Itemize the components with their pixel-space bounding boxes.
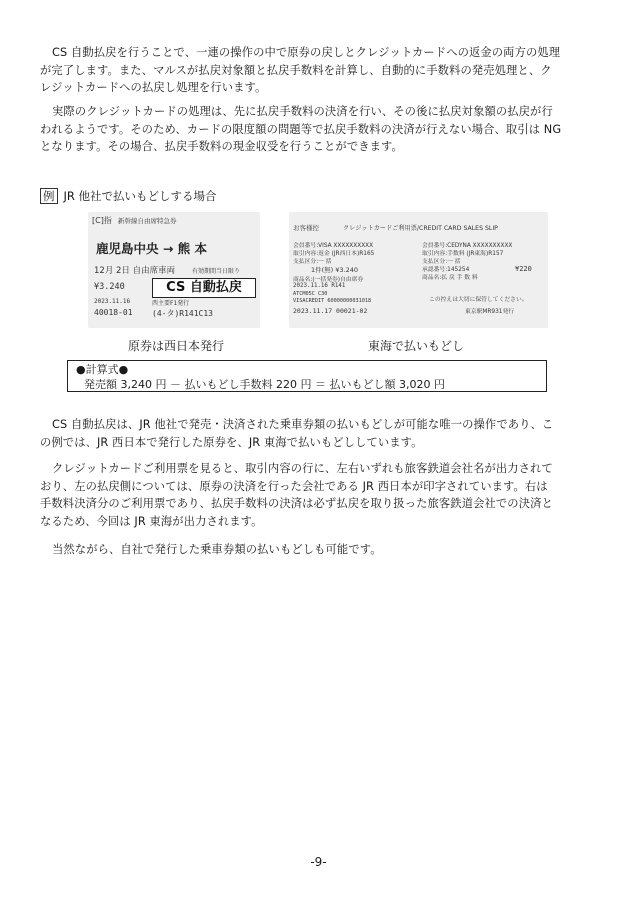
ticket-text: [C]指 xyxy=(92,216,112,225)
caption-right: 東海で払いもどし xyxy=(368,339,465,353)
example-heading xyxy=(40,188,217,204)
paragraph-line: レジットカードへの払戻し処理を行います。 xyxy=(40,81,267,94)
paragraph-line: 当然ながら、自社で発行した乗車券類の払いもどしも可能です。 xyxy=(52,543,382,556)
slip-text: この控えは大切に保管してください。 xyxy=(429,297,528,303)
slip-text: 会員番号:VISA XXXXXXXXXX xyxy=(293,243,374,249)
slip-text: 支払区分:一 括 xyxy=(422,259,461,265)
slip-text: 取引内容:返金 (JR西日本)R165 xyxy=(293,251,375,257)
paragraph-line: クレジットカードご利用票を見ると、取引内容の行に、左右いずれも旅客鉄道会社名が出力されて xyxy=(52,462,553,475)
slip-text: ¥220 xyxy=(515,265,532,273)
slip-text: お客様控 xyxy=(293,224,319,232)
slip-text: 2023.11.16 R141 xyxy=(293,283,346,289)
slip-text: 取引内容:手数料 (JR東海)R157 xyxy=(422,251,504,257)
ticket-text: 新幹線自由席特急券 xyxy=(118,217,177,225)
slip-text: 会員番号:CEDYNA XXXXXXXXXX xyxy=(422,243,513,249)
ticket-text: 有効期間当日限り xyxy=(192,268,241,275)
ticket-text: (4-タ)R141C13 xyxy=(152,309,213,318)
paragraph-4 xyxy=(40,460,598,530)
paragraph-line: 手数料決済分のご利用票であり、払戻手数料の決済は必ず払戻を取り扱った旅客鉄道会社での決済と xyxy=(40,497,553,510)
paragraph-line: CS 自動払戻は、JR 他社で発売・決済された乗車券類の払いもどしが可能な唯一の操作であり、こ xyxy=(52,418,554,431)
example-label-box: 例 xyxy=(40,188,58,204)
paragraph-1 xyxy=(40,44,598,97)
original-ticket-image xyxy=(88,212,260,328)
slip-text: ATCM05C C30 xyxy=(293,291,328,297)
page-number: -9- xyxy=(310,855,327,869)
slip-text: 商品名:(一括発券)自由席券 xyxy=(293,277,364,283)
ticket-text: 40018-01 xyxy=(94,308,133,317)
calculation-box xyxy=(67,360,547,392)
paragraph-line: なるため、今回は JR 東海が出力されます。 xyxy=(40,514,263,528)
slip-text: 1件(無) ¥3.240 xyxy=(311,266,359,274)
slip-text: 商品名:払 戻 手 数 料 xyxy=(422,275,478,281)
slip-text: 承認番号:145254 xyxy=(422,267,470,273)
ticket-route: 鹿児島中央 → 熊 本 xyxy=(96,241,208,256)
cs-auto-refund-stamp: CS 自動払戻 xyxy=(152,278,256,298)
calculation-expression: 発売額 3,240 円 － 払いもどし手数料 220 円 ＝ 払いもどし額 3,020 円 xyxy=(84,377,445,391)
slip-text: クレジットカードご利用票/CREDIT CARD SALES SLIP xyxy=(343,225,498,232)
paragraph-line: の例では、JR 西日本で発行した原券を、JR 東海で払いもどししています。 xyxy=(40,435,423,449)
slip-text: 2023.11.17 00021-02 xyxy=(293,307,368,315)
ticket-text: 12月 2日 自由席車両 xyxy=(94,266,176,276)
caption-left: 原券は西日本発行 xyxy=(128,339,225,353)
credit-card-slip-image xyxy=(289,212,548,328)
ticket-text: 2023.11.16 xyxy=(94,298,131,305)
paragraph-line: おり、左の払戻側については、原券の決済を行った会社である JR 西日本が印字されています。右は xyxy=(40,479,548,493)
slip-text: 東京駅MR931発行 xyxy=(465,309,515,315)
slip-text: 支払区分:一 括 xyxy=(293,259,332,265)
paragraph-3 xyxy=(40,416,598,451)
paragraph-line: が完了します。また、マルスが払戻対象額と払戻手数料を計算し、自動的に手数料の発売処理と、ク xyxy=(40,63,552,77)
ticket-text: 西主要F1発行 xyxy=(152,300,190,307)
paragraph-5 xyxy=(40,541,598,559)
example-title: JR 他社で払いもどしする場合 xyxy=(63,189,217,203)
paragraph-line: われるようです。そのため、カードの限度額の問題等で払戻手数料の決済が行えない場合、取引は NG xyxy=(40,122,562,136)
paragraph-line: CS 自動払戻を行うことで、一連の操作の中で原券の戻しとクレジットカードへの返金の両方の処理 xyxy=(52,46,561,59)
ticket-price: ¥3.240 xyxy=(94,282,125,292)
paragraph-2 xyxy=(40,103,598,156)
paragraph-line: となります。その場合、払戻手数料の現金収受を行うことができます。 xyxy=(40,140,403,153)
calculation-title: ●計算式● xyxy=(76,363,129,376)
paragraph-line: 実際のクレジットカードの処理は、先に払戻手数料の決済を行い、その後に払戻対象額の払戻が行 xyxy=(52,105,553,118)
slip-text: VISACREDIT 60000000031018 xyxy=(293,298,372,304)
